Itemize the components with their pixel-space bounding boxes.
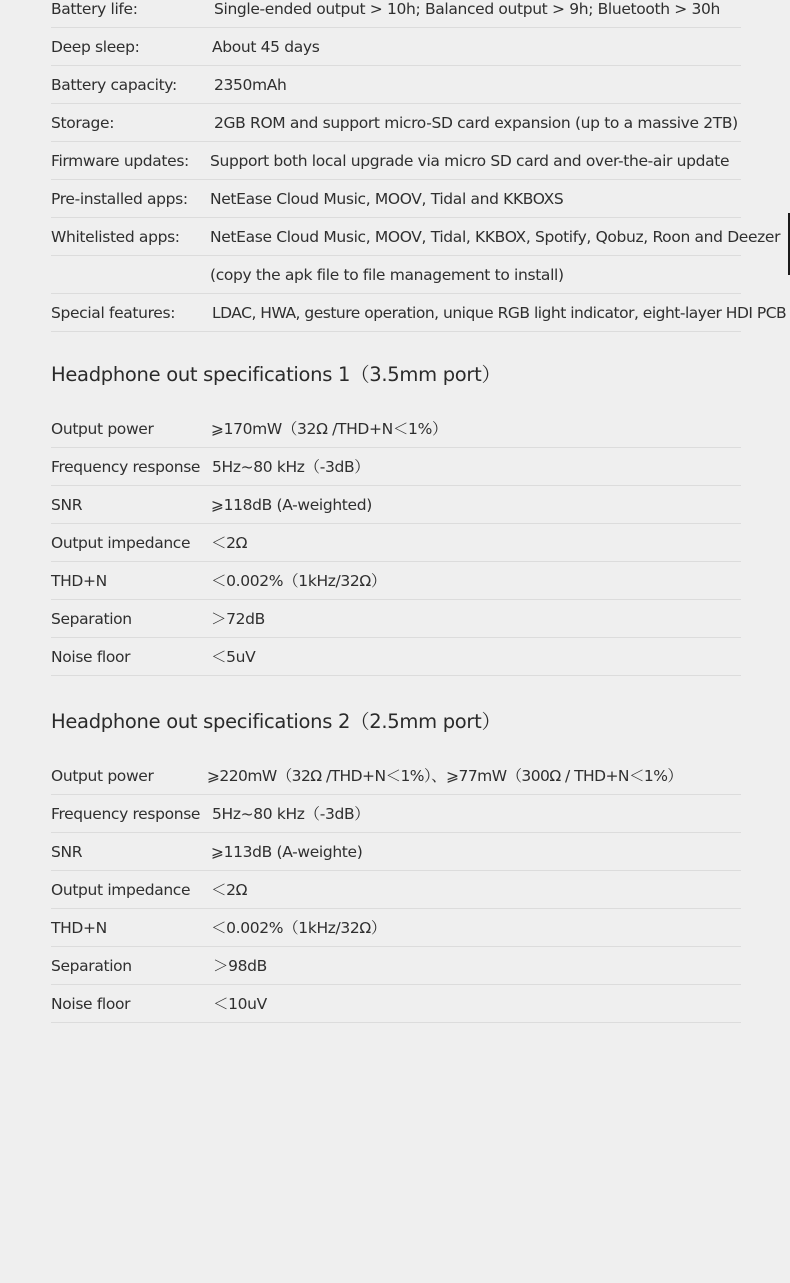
spec-row-noise-floor [51, 638, 741, 676]
spec-value: ⩾170mW（32Ω /THD+N＜1%） [211, 420, 448, 438]
spec-value: LDAC, HWA, gesture operation, unique RGB light indicator, eight-layer HDI PCB [212, 304, 787, 322]
spec-row-preinstalled-apps [51, 180, 741, 218]
spec-value: ＞98dB [213, 957, 267, 975]
spec-value: NetEase Cloud Music, MOOV, Tidal and KKBOXS [210, 190, 564, 208]
spec-row-thd-n [51, 909, 741, 947]
spec-value: ⩾118dB (A-weighted) [211, 496, 372, 514]
spec-label: Frequency response [51, 805, 201, 823]
spec-row-output-impedance [51, 524, 741, 562]
spec-row-separation [51, 600, 741, 638]
spec-value: Support both local upgrade via micro SD card and over-the-air update [210, 152, 730, 170]
spec-value: ＜0.002%（1kHz/32Ω） [211, 572, 387, 590]
spec-label: Output power [51, 420, 154, 438]
spec-row-output-impedance [51, 871, 741, 909]
spec-row-whitelisted-apps [51, 218, 781, 256]
spec-label: Whitelisted apps: [51, 228, 180, 246]
spec-row-frequency-response [51, 448, 741, 486]
spec-label: Battery life: [51, 0, 138, 18]
spec-value: About 45 days [212, 38, 320, 56]
spec-value: ⩾220mW（32Ω /THD+N＜1%）、⩾77mW（300Ω / THD+N＜1%） [207, 767, 683, 785]
spec-row-separation [51, 947, 741, 985]
spec-label: Pre-installed apps: [51, 190, 188, 208]
spec-label: Noise floor [51, 648, 131, 666]
spec-row-frequency-response [51, 795, 741, 833]
spec-value: ＜10uV [213, 995, 267, 1013]
spec-label: Separation [51, 957, 132, 975]
spec-label: Output power [51, 767, 154, 785]
spec-label: Separation [51, 610, 132, 628]
spec-value: ＜2Ω [211, 534, 248, 552]
spec-label: Special features: [51, 304, 176, 322]
section-1-title: Headphone out specifications 1（3.5mm port） [51, 363, 501, 386]
spec-value: NetEase Cloud Music, MOOV, Tidal, KKBOX, Spotify, Qobuz, Roon and Deezer [210, 228, 781, 246]
spec-label: Firmware updates: [51, 152, 189, 170]
spec-label: Battery capacity: [51, 76, 177, 94]
spec-value: 5Hz~80 kHz（-3dB） [212, 805, 370, 823]
spec-label: SNR [51, 843, 83, 861]
spec-label: Storage: [51, 114, 115, 132]
spec-value: Single-ended output > 10h; Balanced output > 9h; Bluetooth > 30h [214, 0, 721, 18]
spec-row-firmware-updates [51, 142, 741, 180]
spec-value: 5Hz~80 kHz（-3dB） [212, 458, 370, 476]
spec-label: Output impedance [51, 534, 191, 552]
spec-row-output-power [51, 410, 741, 448]
spec-row-thd-n [51, 562, 741, 600]
spec-row-snr [51, 833, 741, 871]
spec-label: Deep sleep: [51, 38, 140, 56]
spec-label: Frequency response [51, 458, 201, 476]
spec-label: THD+N [51, 572, 107, 590]
spec-label: SNR [51, 496, 83, 514]
spec-label: Output impedance [51, 881, 191, 899]
spec-value: 2350mAh [214, 76, 287, 94]
spec-row-battery-life [51, 0, 741, 28]
spec-value: 2GB ROM and support micro-SD card expansion (up to a massive 2TB) [214, 114, 738, 132]
spec-row-whitelisted-apps-note [51, 256, 741, 294]
section-1-spec-table [51, 410, 741, 676]
spec-value: ⩾113dB (A-weighte) [211, 843, 363, 861]
spec-label: Noise floor [51, 995, 131, 1013]
spec-value: ＞72dB [211, 610, 265, 628]
spec-row-special-features [51, 294, 787, 332]
spec-value: ＜0.002%（1kHz/32Ω） [211, 919, 387, 937]
spec-row-deep-sleep [51, 28, 741, 66]
spec-row-noise-floor [51, 985, 741, 1023]
spec-label: THD+N [51, 919, 107, 937]
spec-row-output-power [51, 757, 741, 795]
spec-row-snr [51, 486, 741, 524]
general-spec-table [51, 0, 787, 332]
section-2-title: Headphone out specifications 2（2.5mm port） [51, 710, 501, 733]
spec-value: ＜2Ω [211, 881, 248, 899]
spec-row-battery-capacity [51, 66, 741, 104]
spec-row-storage [51, 104, 741, 142]
section-2-spec-table [51, 757, 741, 1023]
spec-value: (copy the apk file to file management to install) [210, 266, 564, 284]
spec-value: ＜5uV [211, 648, 256, 666]
